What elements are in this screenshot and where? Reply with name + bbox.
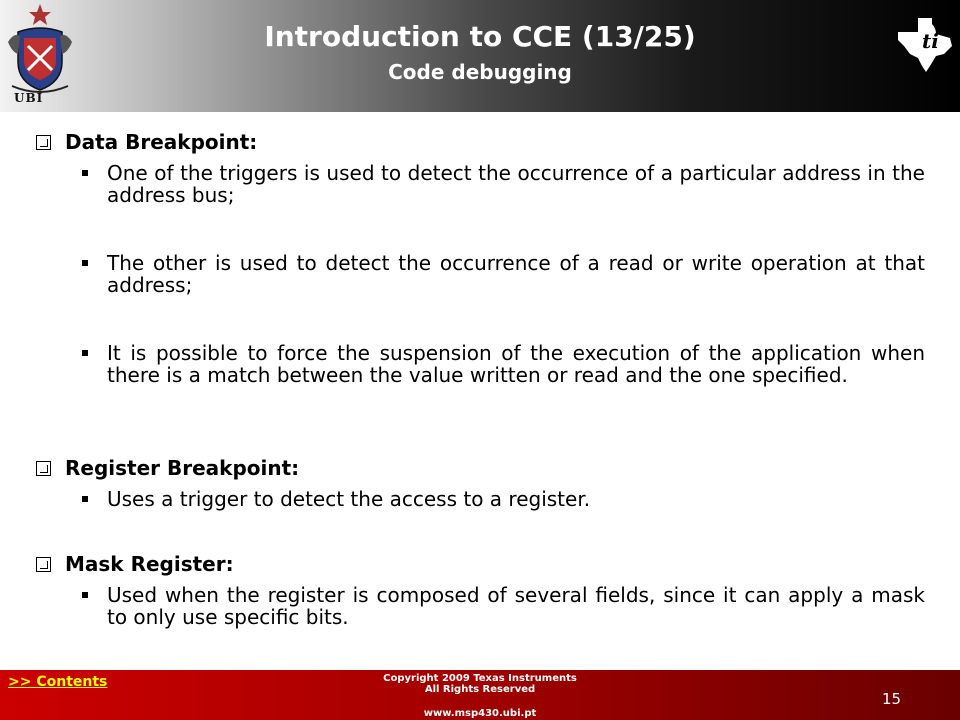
slide-header (0, 0, 960, 112)
list-item (107, 162, 925, 206)
checkbox-bullet-icon (36, 461, 51, 476)
slide-subtitle: Code debugging (388, 60, 572, 84)
rights-line: All Rights Reserved (424, 684, 536, 695)
square-bullet-icon (82, 592, 88, 598)
bullet-text: It is possible to force the suspension of the execution of the application when there is a match between the value written or read and the one specified. (107, 341, 925, 387)
copyright-line: Copyright 2009 Texas Instruments (383, 673, 577, 684)
square-bullet-icon (82, 170, 88, 176)
checkbox-bullet-icon (36, 135, 51, 150)
bullet-text: Used when the register is composed of several fields, since it can apply a mask to only use specific bits. (107, 583, 925, 629)
checkbox-bullet-icon (36, 557, 51, 572)
slide-title: Introduction to CCE (13/25) (264, 20, 696, 53)
section-heading (36, 552, 234, 576)
contents-link[interactable]: >> Contents (8, 674, 108, 690)
svg-text:ti: ti (922, 29, 939, 53)
heading-text: Mask Register: (65, 552, 234, 576)
texas-instruments-logo-icon (896, 14, 954, 74)
bullet-text: Uses a trigger to detect the access to a register. (107, 487, 591, 511)
website-url: www.msp430.ubi.pt (423, 708, 537, 719)
heading-text: Data Breakpoint: (65, 130, 258, 154)
section-heading (36, 130, 257, 154)
square-bullet-icon (82, 350, 88, 356)
square-bullet-icon (82, 496, 88, 502)
page-number: 15 (882, 690, 902, 708)
list-item (107, 252, 925, 296)
square-bullet-icon (82, 260, 88, 266)
copyright-notice (330, 673, 630, 695)
ubi-label: UBI (14, 91, 44, 105)
list-item (107, 584, 925, 628)
list-item (107, 342, 925, 386)
bullet-text: The other is used to detect the occurrence of a read or write operation at that address; (107, 251, 925, 297)
section-heading (36, 456, 299, 480)
heading-text: Register Breakpoint: (65, 456, 300, 480)
bullet-text: One of the triggers is used to detect the occurrence of a particular address in the address bus; (107, 161, 925, 207)
list-item (107, 488, 925, 510)
